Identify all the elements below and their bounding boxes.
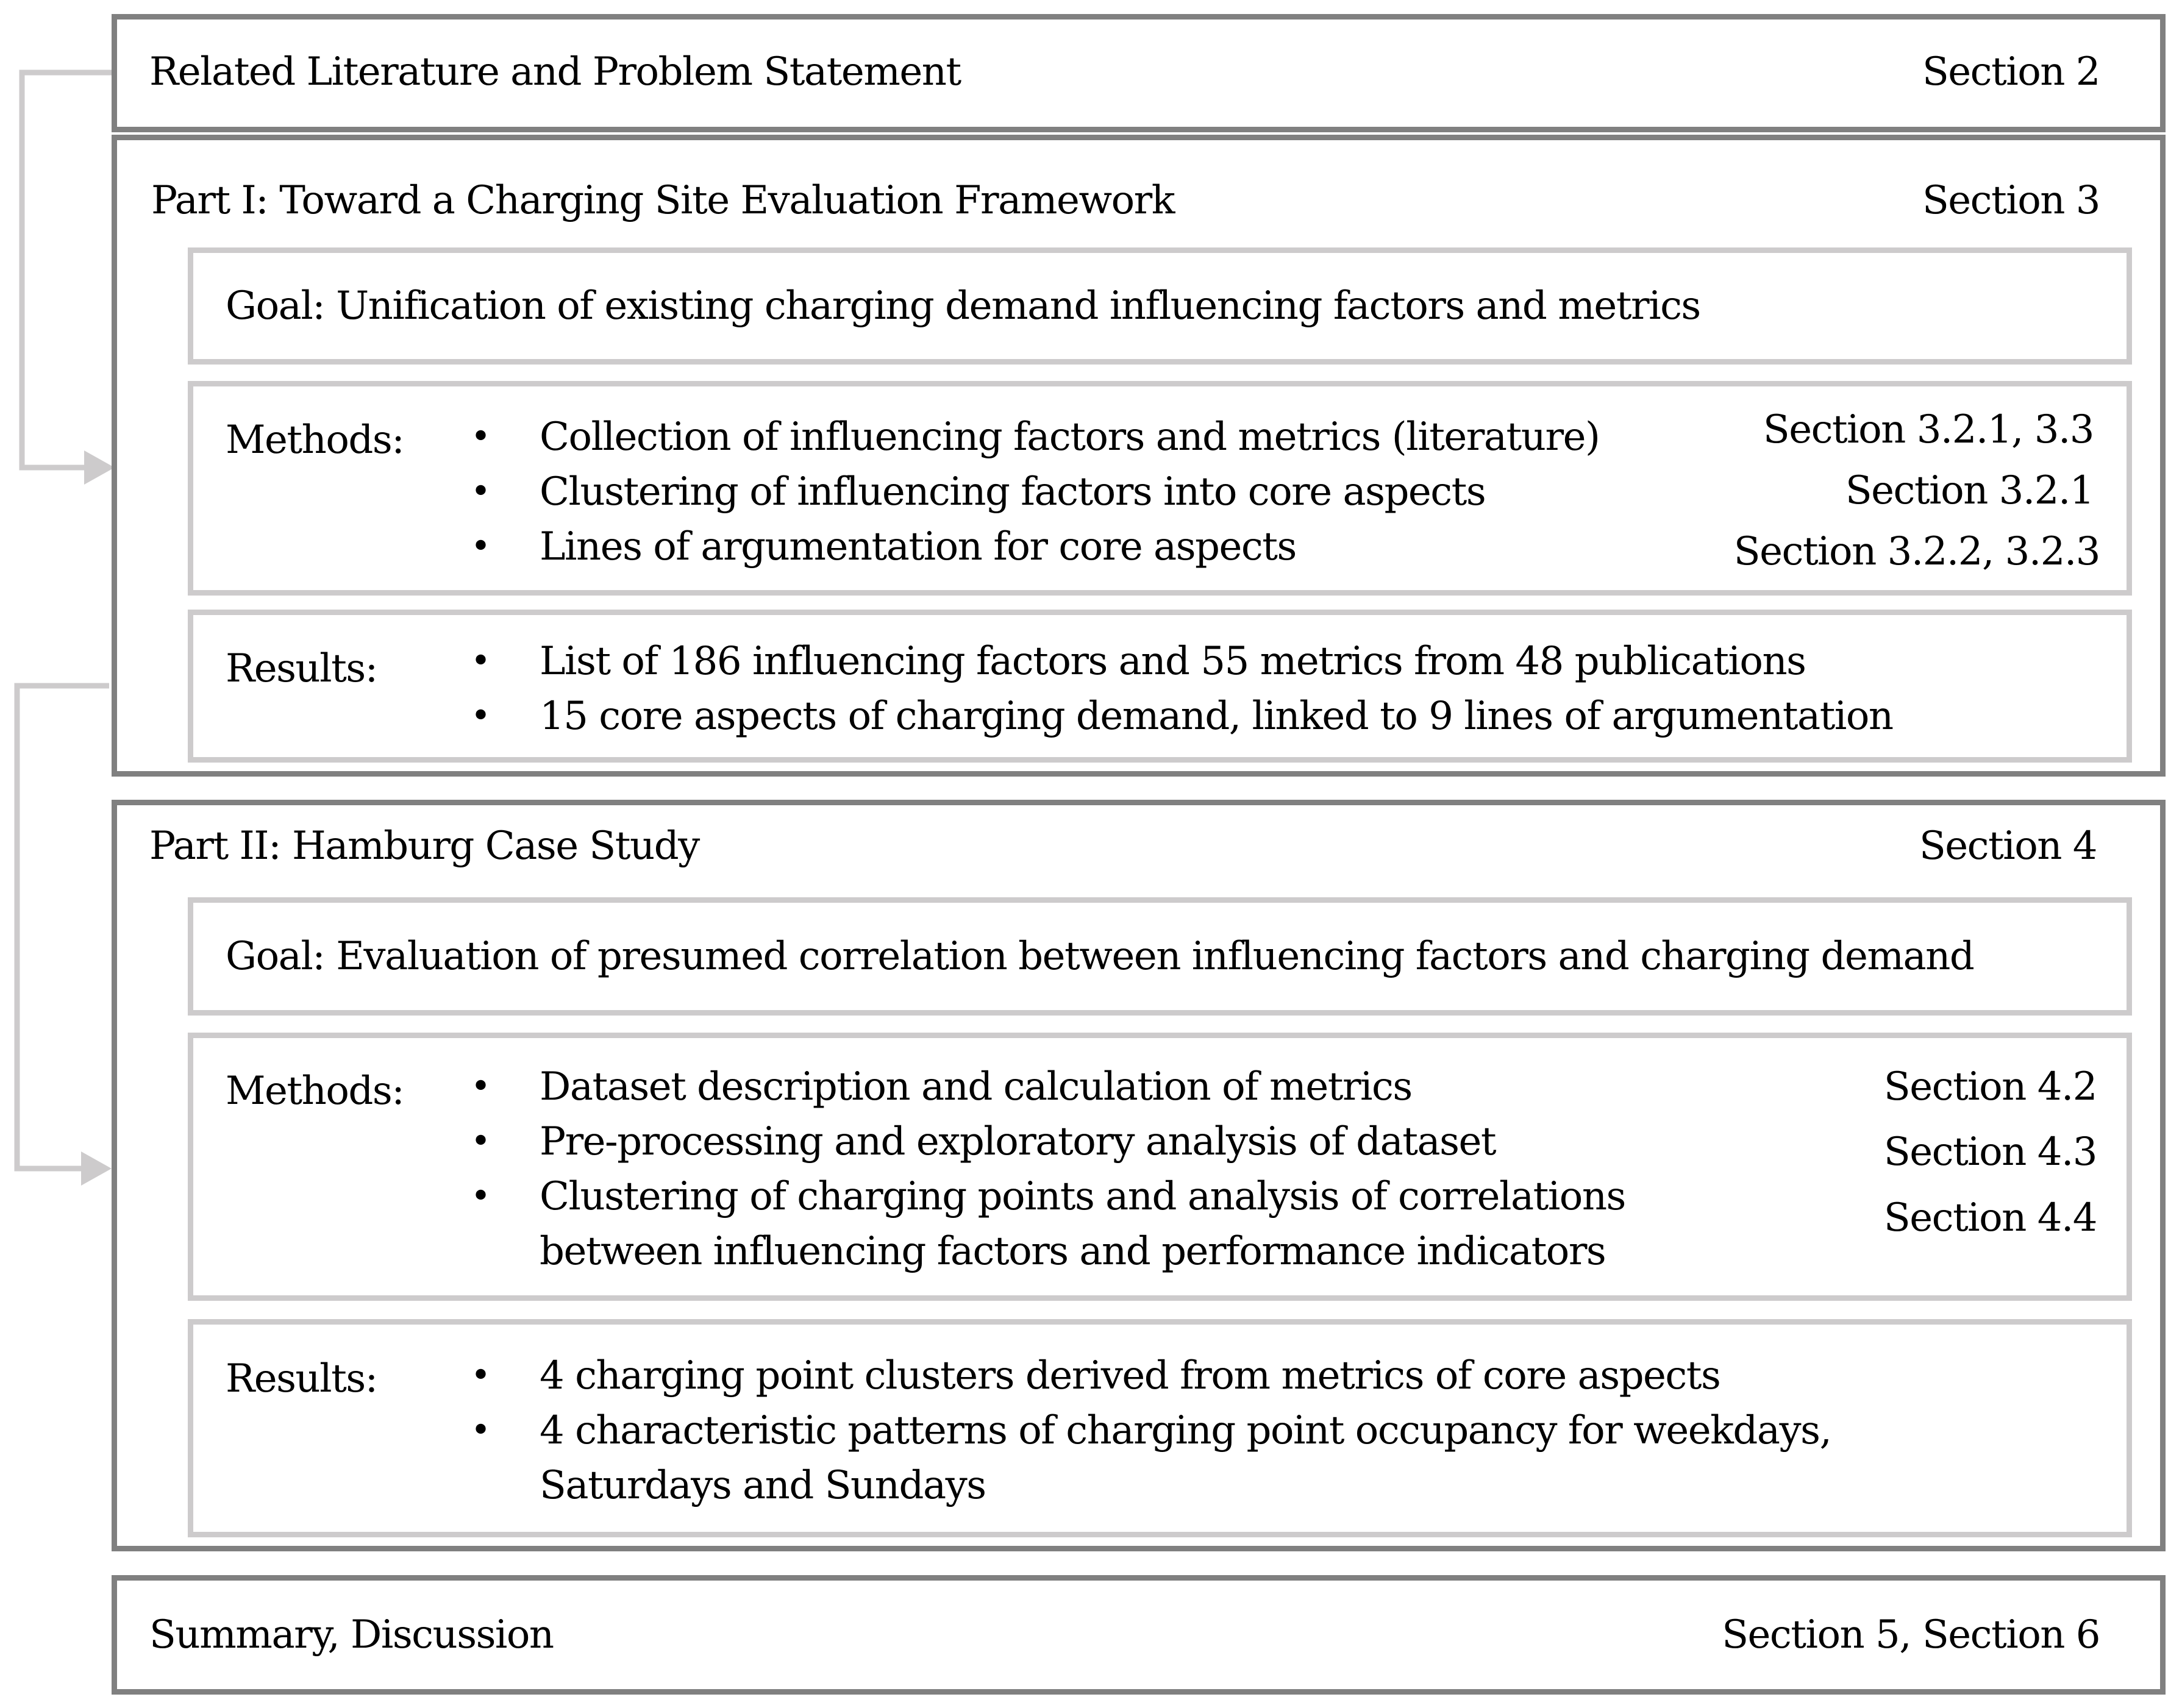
bullet-icon: • [471, 1411, 491, 1450]
part1-method-section: Section 3.2.1, 3.3 [1763, 407, 2094, 452]
summary-section: Section 5, Section 6 [1722, 1612, 2100, 1657]
part2-section: Section 4 [1919, 824, 2097, 869]
intro-section: Section 2 [1922, 49, 2100, 94]
part1-method-section: Section 3.2.2, 3.2.3 [1733, 529, 2100, 574]
bullet-icon: • [471, 1067, 491, 1106]
bullet-icon: • [471, 1176, 491, 1216]
part2-methods-label: Methods: [226, 1069, 404, 1114]
bullet-icon: • [471, 417, 491, 457]
part2-results-label: Results: [226, 1356, 377, 1401]
connector-intro-to-part1 [22, 73, 112, 468]
bullet-icon: • [471, 1122, 491, 1161]
part2-result-item-continued: Saturdays and Sundays [540, 1463, 986, 1508]
part2-method-item: Clustering of charging points and analysis of correlations [540, 1174, 1625, 1219]
part1-result-item: 15 core aspects of charging demand, linked to 9 lines of argumentation [540, 694, 1893, 739]
part2-result-item: 4 characteristic patterns of charging point occupancy for weekdays, [540, 1408, 1831, 1453]
part2-title: Part II: Hamburg Case Study [149, 824, 699, 869]
part2-method-item-continued: between influencing factors and performance indicators [540, 1229, 1606, 1274]
bullet-icon: • [471, 641, 491, 681]
intro-title: Related Literature and Problem Statement [149, 49, 961, 94]
part2-method-section: Section 4.3 [1883, 1130, 2097, 1175]
part2-result-item: 4 charging point clusters derived from metrics of core aspects [540, 1353, 1720, 1398]
part1-methods-label: Methods: [226, 418, 404, 463]
arrowhead-part2-icon [81, 1151, 112, 1186]
part1-method-item: Lines of argumentation for core aspects [540, 524, 1296, 569]
part1-method-item: Clustering of influencing factors into core aspects [540, 469, 1486, 514]
part2-method-item: Pre-processing and exploratory analysis of dataset [540, 1119, 1496, 1164]
part1-section: Section 3 [1922, 178, 2100, 223]
connector-part1-to-part2 [17, 686, 109, 1169]
bullet-icon: • [471, 696, 491, 736]
bullet-icon: • [471, 1356, 491, 1395]
part2-method-section: Section 4.4 [1883, 1195, 2097, 1240]
part1-method-section: Section 3.2.1 [1845, 468, 2094, 513]
bullet-icon: • [471, 472, 491, 511]
part1-result-item: List of 186 influencing factors and 55 metrics from 48 publications [540, 639, 1806, 684]
part1-results-label: Results: [226, 646, 377, 691]
part2-method-item: Dataset description and calculation of metrics [540, 1064, 1412, 1109]
part2-method-section: Section 4.2 [1883, 1064, 2097, 1109]
arrowhead-part1-icon [84, 450, 115, 485]
part1-method-item: Collection of influencing factors and metrics (literature) [540, 415, 1600, 460]
part1-goal: Goal: Unification of existing charging demand influencing factors and metrics [226, 283, 1700, 329]
bullet-icon: • [471, 527, 491, 566]
part2-goal: Goal: Evaluation of presumed correlation between influencing factors and charging demand [226, 934, 1974, 979]
summary-title: Summary, Discussion [149, 1612, 554, 1657]
part1-title: Part I: Toward a Charging Site Evaluation Framework [151, 178, 1174, 223]
